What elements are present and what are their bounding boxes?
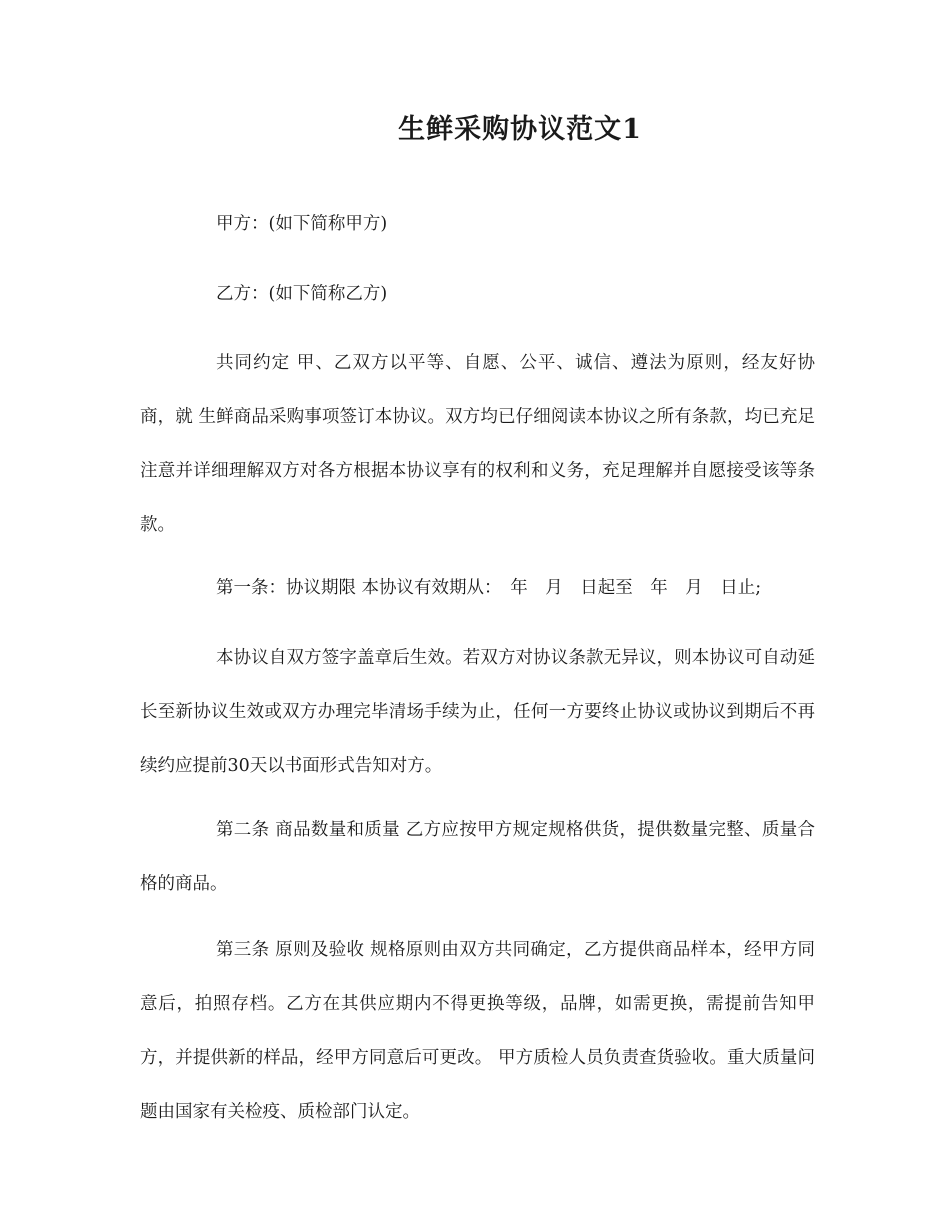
article-1-paragraph: 第一条：协议期限 本协议有效期从： 年 月 日起至 年 月 日止;	[216, 578, 762, 598]
effectiveness-paragraph: 本协议自双方签字盖章后生效。若双方对协议条款无异议，则本协议可自动延长至新协议生效或双方办理完毕清场手续为止，任何一方要终止协议或协议到期后不再续约应提前30天以书面形式告知对方。	[140, 648, 815, 776]
document-title: 生鲜采购协议范文1	[398, 114, 642, 145]
party-b-paragraph: 乙方：(如下简称乙方)	[216, 284, 388, 304]
article-3-paragraph: 第三条 原则及验收 规格原则由双方共同确定，乙方提供商品样本，经甲方同意后，拍照存档。乙方在其供应期内不得更换等级，品牌，如需更换，需提前告知甲方，并提供新的样品，经甲方同意后可更改。 甲方质检人员负责查货验收。重大质量问题由国家有关检疫、质检部门认定。	[140, 940, 815, 1122]
party-a-paragraph: 甲方：(如下简称甲方)	[216, 214, 388, 234]
intro-paragraph: 共同约定 甲、乙双方以平等、自愿、公平、诚信、遵法为原则，经友好协商，就 生鲜商品采购事项签订本协议。双方均已仔细阅读本协议之所有条款，均已充足注意并详细理解双方对各方根据本协议享有的权利和义务，充足理解并自愿接受该等条款。	[140, 353, 815, 535]
article-2-paragraph: 第二条 商品数量和质量 乙方应按甲方规定规格供货，提供数量完整、质量合格的商品。	[140, 820, 815, 894]
